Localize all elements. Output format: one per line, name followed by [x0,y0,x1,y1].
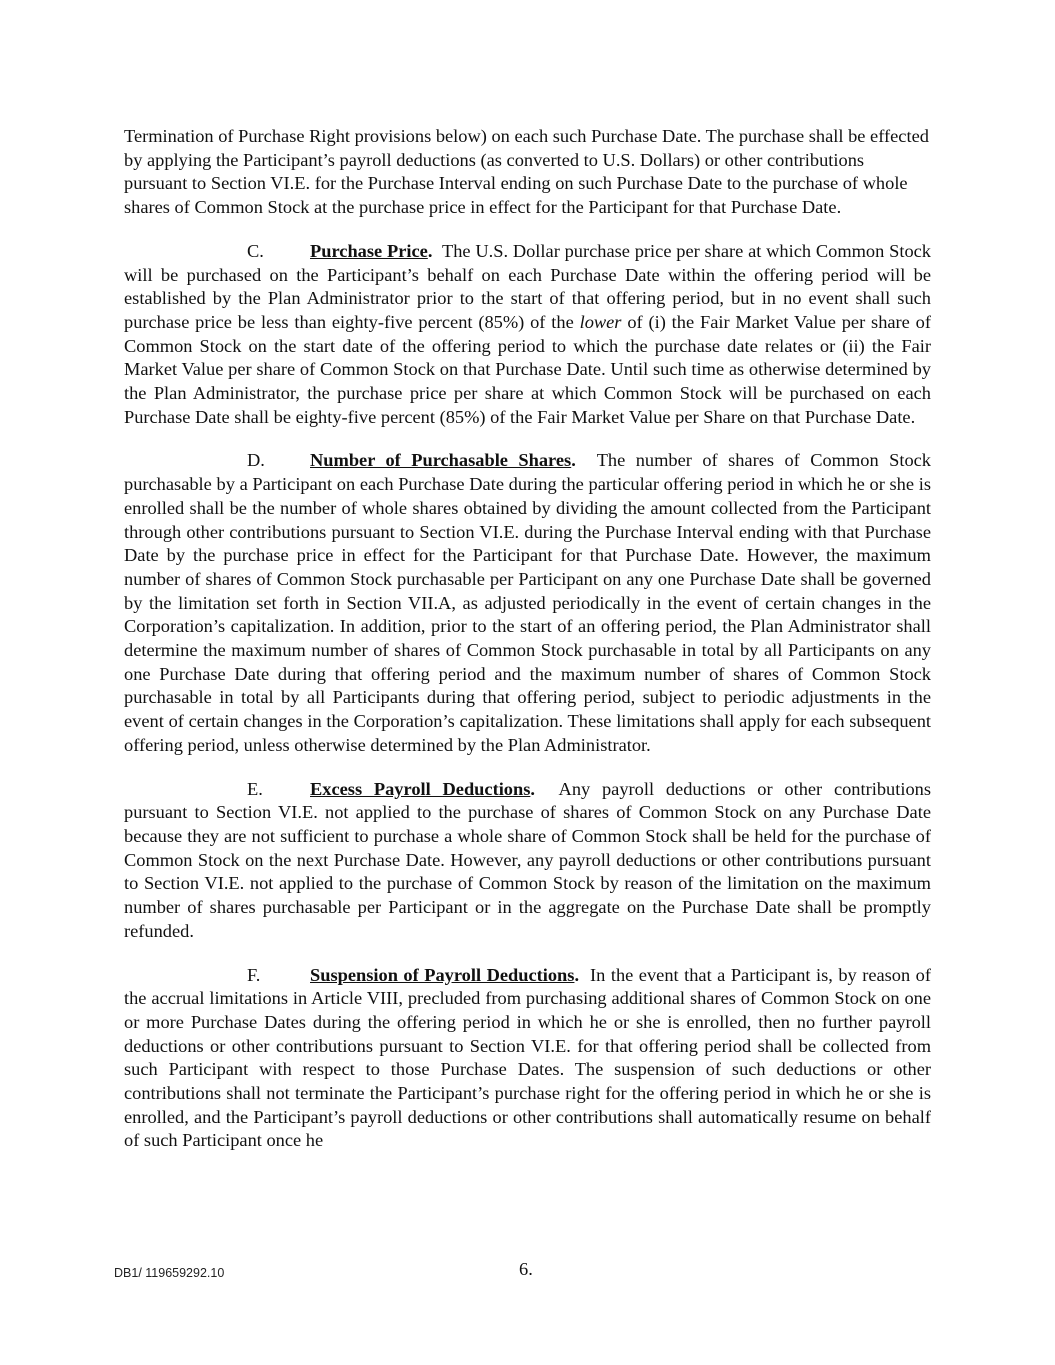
section-e-body: Any payroll deductions or other contributions pursuant to Section VI.E. not applied to the purchase of shares of Common Stock on any Purchase Date because they are not sufficient to purchase a whole share of Common Stock shall be held for the purchase of Common Stock on the next Purchase Date. However, any payroll deductions or other contributions pursuant to Section VI.E. not applied to the purchase of Common Stock by reason of the limitation on the maximum number of shares purchasable per Participant or in the aggregate on the Purchase Date shall be promptly refunded. [124,778,931,941]
section-f-title-punct: . [574,964,580,985]
section-c-body-a: The U.S. Dollar purchase price per share at which Common Stock will be purchased on the Participant’s behalf on each Purchase Date within the offering period will be established by the Plan Administrator prior to the start of that offering period, but in no event shall such purchase price be less than eighty-five percent (85%) of the [124,240,931,332]
section-f-letter: F. [247,964,261,985]
section-e-title: Excess Payroll Deductions [310,778,531,799]
section-d-letter: D. [247,450,265,471]
section-c-title-punct: . [427,240,433,261]
section-c-paragraph [124,240,931,430]
section-c-body-b: of (i) the Fair Market Value per share of Common Stock on the start date of the offering period to which the purchase date relates or (ii) the Fair Market Value per share of Common Stock on that Purchase Date. Until such time as otherwise determined by the Plan Administrator, the purchase price per share at which Common Stock will be purchased on each Purchase Date shall be eighty-five percent (85%) of the Fair Market Value per Share on that Purchase Date. [124,311,931,427]
document-page [124,125,931,1173]
section-e-title-punct: . [530,778,535,799]
section-d-title-punct: . [571,450,576,471]
section-f-title: Suspension of Payroll Deductions [310,964,575,985]
section-c-letter: C. [247,240,264,261]
footer-document-id: DB1/ 119659292.10 [114,1266,225,1280]
section-f-paragraph [124,964,931,1154]
section-f-body: In the event that a Participant is, by reason of the accrual limitations in Article VIII, precluded from purchasing additional shares of Common Stock on one or more Purchase Dates during the offering period in which he or she is enrolled, then no further payroll deductions or other contributions pursuant to Section VI.E. for that offering period shall be collected from such Participant with respect to those Purchase Dates. The suspension of such deductions or other contributions shall not terminate the Participant’s purchase right for the offering period in which he or she is enrolled, and the Participant’s payroll deductions or other contributions shall automatically resume on behalf of such Participant once he [124,964,932,1151]
continuation-paragraph [124,125,931,220]
continuation-text: Termination of Purchase Right provisions below) on each such Purchase Date. The purchase shall be effected by applying the Participant’s payroll deductions (as converted to U.S. Dollars) or other contributions pursuant to Section VI.E. for the Purchase Interval ending on such Purchase Date to the purchase of whole shares of Common Stock at the purchase price in effect for the Participant for that Purchase Date. [124,126,929,218]
section-e-paragraph [124,778,931,944]
section-d-title: Number of Purchasable Shares [310,450,572,471]
section-c-italic: lower [579,311,622,332]
section-d-body: The number of shares of Common Stock purchasable by a Participant on each Purchase Date during the particular offering period in which he or she is enrolled shall be the number of whole shares obtained by dividing the amount collected from the Participant through other contributions pursuant to Section VI.E. during the Purchase Interval ending with that Purchase Date by the purchase price in effect for the Participant for that Purchase Date. However, the maximum number of shares of Common Stock purchasable per Participant on any one Purchase Date shall be governed by the limitation set forth in Section VII.A, as adjusted periodically in the event of certain changes in the Corporation’s capitalization. In addition, prior to the start of an offering period, the Plan Administrator shall determine the maximum number of shares of Common Stock purchasable in total by all Participants on any one Purchase Date during that offering period and the maximum number of shares of Common Stock purchasable in total by all Participants during that offering period, subject to periodic adjustments in the event of certain changes in the Corporation’s capitalization. These limitations shall apply for each subsequent offering period, unless otherwise determined by the Plan Administrator. [124,450,931,755]
page-number: 6. [519,1259,533,1279]
section-c-title: Purchase Price [310,240,428,261]
section-d-paragraph [124,449,931,757]
section-e-letter: E. [247,778,263,799]
